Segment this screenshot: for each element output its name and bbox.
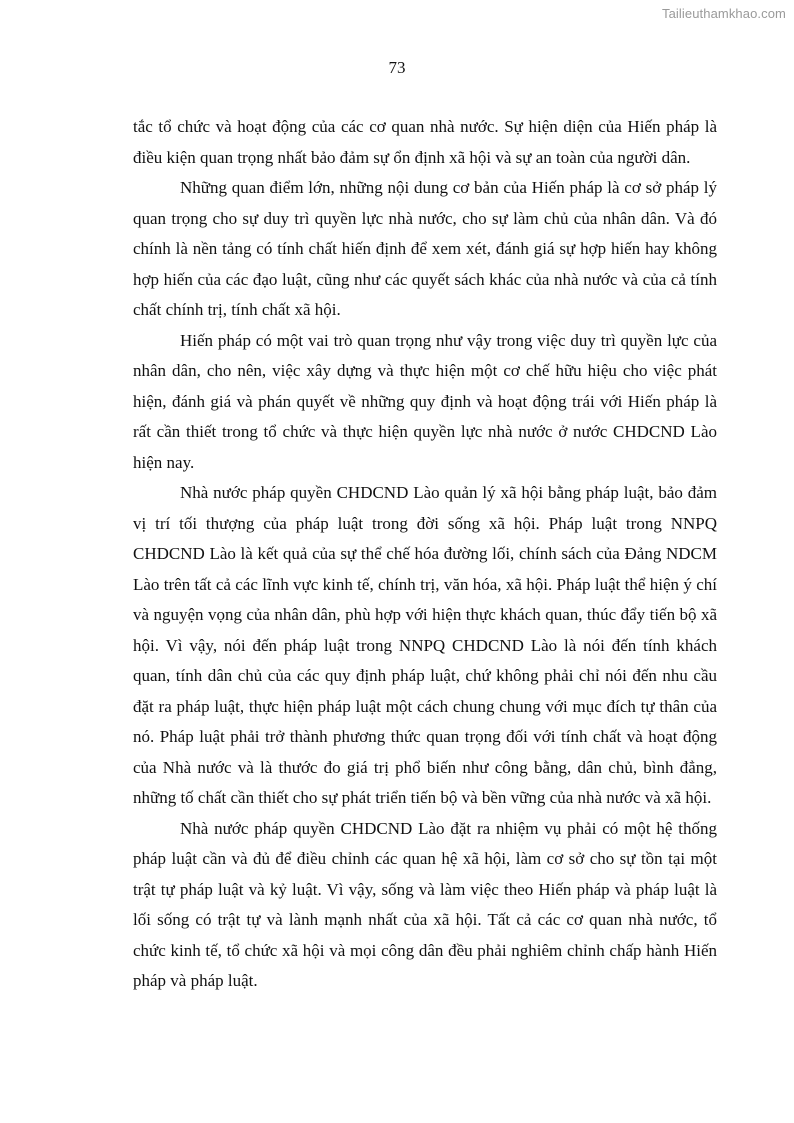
paragraph: Nhà nước pháp quyền CHDCND Lào đặt ra nhiệm vụ phải có một hệ thống pháp luật cần và đủ để điều chỉnh các quan hệ xã hội, làm cơ sở cho sự tồn tại một trật tự pháp luật và kỷ luật. Vì vậy, sống và làm việc theo Hiến pháp và pháp luật là lối sống có trật tự và lành mạnh nhất của xã hội. Tất cả các cơ quan nhà nước, tổ chức kinh tế, tổ chức xã hội và mọi công dân đều phải nghiêm chỉnh chấp hành Hiến pháp và pháp luật.: [133, 818, 717, 990]
paragraph: Nhà nước pháp quyền CHDCND Lào quản lý xã hội bằng pháp luật, bảo đảm vị trí tối thượng của pháp luật trong đời sống xã hội. Pháp luật trong NNPQ CHDCND Lào là kết quả của sự thể chế hóa đường lối, chính sách của Đảng NDCM Lào trên tất cả các lĩnh vực kinh tế, chính trị, văn hóa, xã hội. Pháp luật thể hiện ý chí và nguyện vọng của nhân dân, phù hợp với hiện thực khách quan, thúc đẩy tiến bộ xã hội. Vì vậy, nói đến pháp luật trong NNPQ CHDCND Lào là nói đến tính khách quan, tính dân chủ của các quy định pháp luật, chứ không phải chỉ nói đến nhu cầu đặt ra pháp luật, thực hiện pháp luật một cách chung chung với mục đích tự thân của nó. Pháp luật phải trở thành phương thức quan trọng đối với tính chất và hoạt động của Nhà nước và là thước đo giá trị phổ biến như công bằng, dân chủ, bình đẳng, những tố chất cần thiết cho sự phát triển tiến bộ và bền vững của nhà nước và xã hội.: [133, 483, 717, 807]
paragraph-continuation: tắc tổ chức và hoạt động của các cơ quan nhà nước. Sự hiện diện của Hiến pháp là điều kiện quan trọng nhất bảo đảm sự ổn định xã hội và sự an toàn của người dân.: [133, 117, 717, 167]
paragraph: Hiến pháp có một vai trò quan trọng như vậy trong việc duy trì quyền lực của nhân dân, cho nên, việc xây dựng và thực hiện một cơ chế hữu hiệu cho việc phát hiện, đánh giá và phán quyết về những quy định và hoạt động trái với Hiến pháp là rất cần thiết trong tổ chức và thực hiện quyền lực nhà nước ở nước CHDCND Lào hiện nay.: [133, 330, 717, 472]
watermark: Tailieuthamkhao.com: [661, 6, 786, 21]
page-number: 73: [388, 58, 406, 77]
paragraph: Những quan điểm lớn, những nội dung cơ bản của Hiến pháp là cơ sở pháp lý quan trọng cho sự duy trì quyền lực nhà nước, cho sự làm chủ của nhân dân. Và đó chính là nền tảng có tính chất hiến định để xem xét, đánh giá sự hợp hiến hay không hợp hiến của các đạo luật, cũng như các quyết sách khác của nhà nước và của cả tính chất chính trị, tính chất xã hội.: [133, 178, 717, 319]
document-body: [133, 112, 717, 997]
